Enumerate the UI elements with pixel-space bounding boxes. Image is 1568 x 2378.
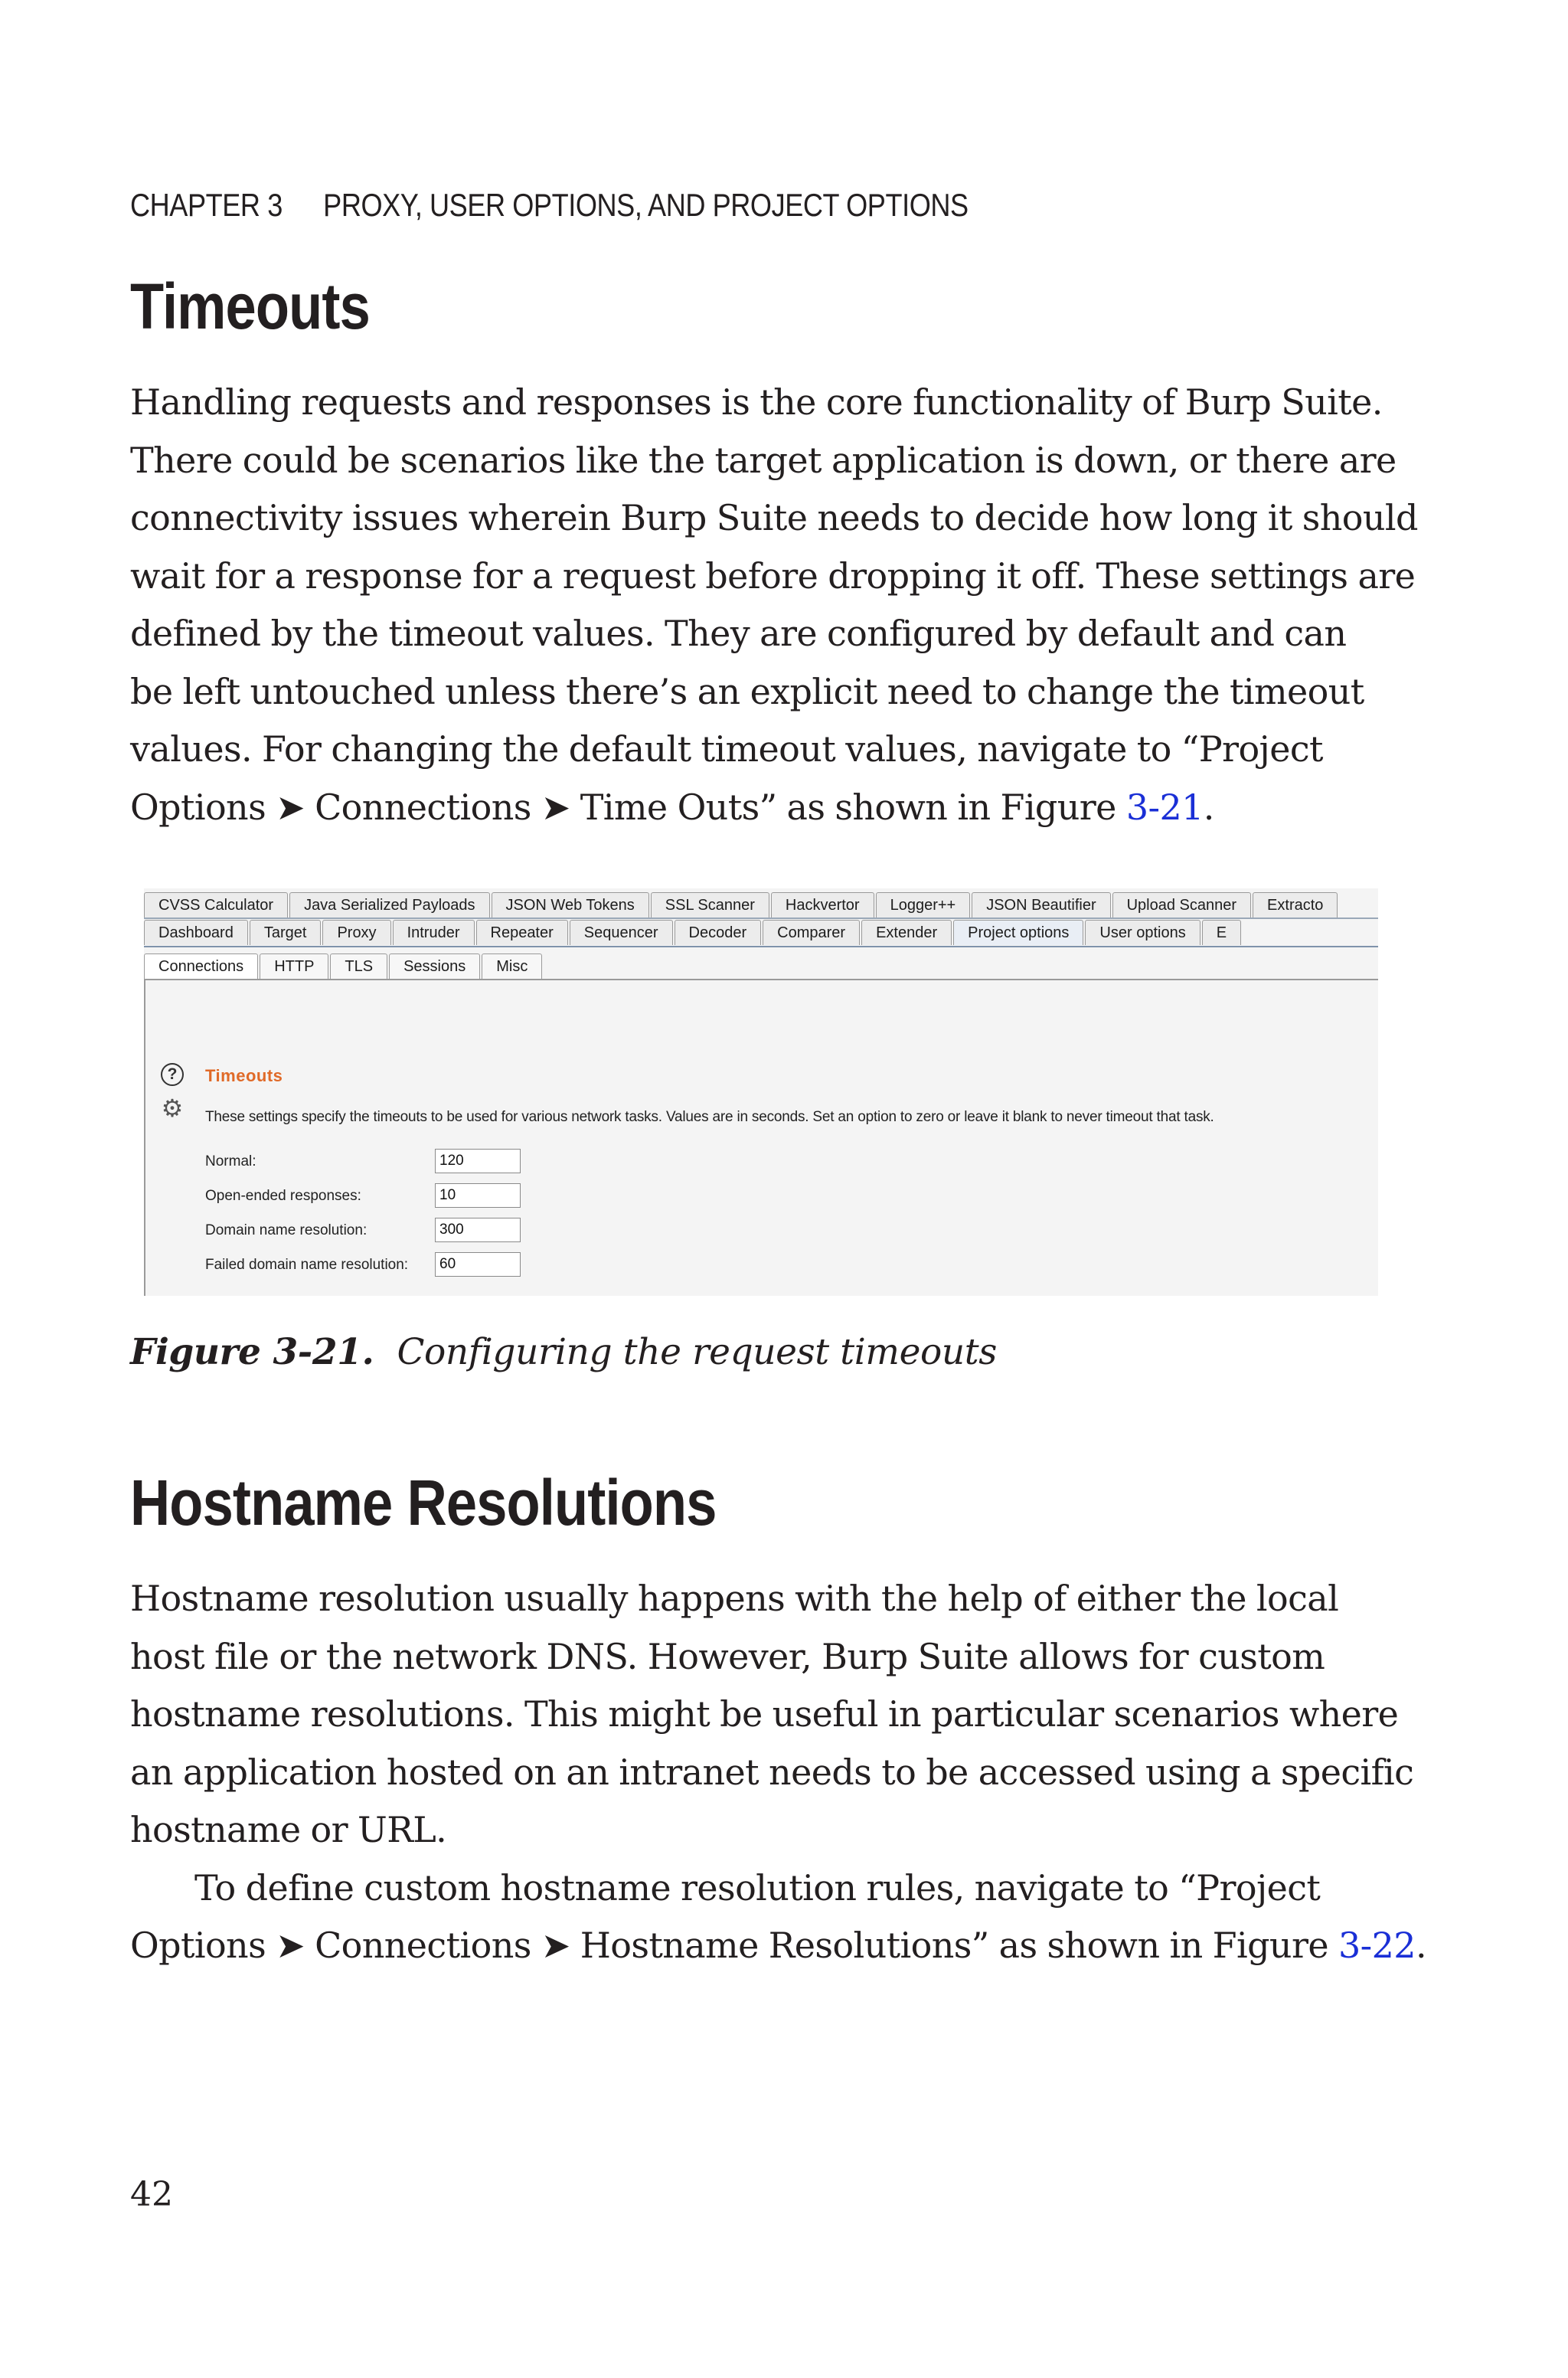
text-line: defined by the timeout values. They are configured by default and can — [130, 613, 1347, 654]
text-line: hostname or URL. — [130, 1809, 447, 1850]
normal-timeout-input[interactable] — [435, 1149, 521, 1173]
tab-dashboard[interactable]: Dashboard — [144, 920, 248, 945]
extension-tab-row — [144, 891, 1339, 918]
hostname-paragraph — [130, 1570, 1426, 1975]
panel-frame — [144, 979, 145, 1296]
text-line: There could be scenarios like the target application is down, or there are — [130, 439, 1396, 481]
text-line: Hostname resolution usually happens with the help of either the local — [130, 1578, 1339, 1619]
figure-link-3-21[interactable]: 3-21 — [1125, 786, 1204, 828]
tab-sequencer[interactable]: Sequencer — [570, 920, 673, 945]
burp-suite-screenshot — [144, 888, 1378, 1296]
text-fragment: . — [1203, 786, 1214, 828]
text-line-with-link — [130, 1917, 1426, 1975]
sub-tab-row — [144, 953, 544, 979]
timeouts-section-title: Timeouts — [205, 1066, 283, 1085]
field-label: Open-ended responses: — [205, 1188, 361, 1204]
tab-java-serialized-payloads[interactable]: Java Serialized Payloads — [289, 892, 489, 918]
tab-e[interactable]: E — [1202, 920, 1241, 945]
main-tab-row — [144, 919, 1243, 945]
tab-repeater[interactable]: Repeater — [476, 920, 568, 945]
field-label: Normal: — [205, 1153, 256, 1169]
text-line: values. For changing the default timeout values, navigate to “Project — [130, 728, 1323, 770]
text-line-with-link — [130, 779, 1386, 837]
tab-comparer[interactable]: Comparer — [763, 920, 860, 945]
timeouts-paragraph — [130, 374, 1418, 836]
tab-proxy[interactable]: Proxy — [322, 920, 390, 945]
running-head — [130, 187, 969, 224]
text-line: an application hosted on an intranet needs to be accessed using a specific — [130, 1751, 1414, 1793]
tab-upload-scanner[interactable]: Upload Scanner — [1112, 892, 1251, 918]
text-fragment: Options ➤ Connections ➤ Time Outs” as shown in Figure — [130, 786, 1126, 828]
timeouts-description: These settings specify the timeouts to be used for various network tasks. Values are in seconds. Set an option to zero or leave it blank to never timeout that task. — [205, 1109, 1214, 1125]
text-fragment: Options ➤ Connections ➤ Hostname Resolutions” as shown in Figure — [130, 1925, 1338, 1966]
field-label: Failed domain name resolution: — [205, 1257, 409, 1273]
text-line-indented: To define custom hostname resolution rules, navigate to “Project — [194, 1866, 1321, 1909]
tab-extractor[interactable]: Extracto — [1253, 892, 1338, 918]
figure-number: Figure 3-21. — [130, 1331, 374, 1373]
figure-caption-text: Configuring the request timeouts — [397, 1331, 997, 1373]
tab-intruder[interactable]: Intruder — [393, 920, 475, 945]
domain-name-resolution-input[interactable] — [435, 1218, 521, 1242]
tab-hackvertor[interactable]: Hackvertor — [771, 892, 874, 918]
tab-misc[interactable]: Misc — [482, 953, 542, 979]
tab-user-options[interactable]: User options — [1085, 920, 1200, 945]
chapter-label: CHAPTER 3 — [130, 187, 283, 223]
figure-link-3-22[interactable]: 3-22 — [1338, 1925, 1416, 1966]
tab-ssl-scanner[interactable]: SSL Scanner — [651, 892, 769, 918]
page-number: 42 — [130, 2175, 173, 2214]
tab-divider — [144, 979, 1378, 980]
figure-caption — [130, 1331, 997, 1373]
text-line: host file or the network DNS. However, Burp Suite allows for custom — [130, 1635, 1325, 1677]
text-line: connectivity issues wherein Burp Suite needs to decide how long it should — [130, 497, 1418, 538]
text-line: be left untouched unless there’s an explicit need to change the timeout — [130, 670, 1364, 712]
text-line: hostname resolutions. This might be useful in particular scenarios where — [130, 1693, 1399, 1735]
text-line: wait for a response for a request before dropping it off. These settings are — [130, 554, 1416, 597]
text-line: Handling requests and responses is the core functionality of Burp Suite. — [130, 381, 1383, 423]
tab-divider — [144, 946, 1378, 947]
section-heading-hostname-resolutions: Hostname Resolutions — [130, 1467, 717, 1539]
chapter-title: PROXY, USER OPTIONS, AND PROJECT OPTIONS — [323, 187, 969, 223]
gear-icon[interactable]: ⚙ — [161, 1094, 184, 1122]
section-heading-timeouts: Timeouts — [130, 270, 370, 342]
tab-logger[interactable]: Logger++ — [876, 892, 971, 918]
text-fragment: . — [1415, 1925, 1426, 1966]
tab-json-beautifier[interactable]: JSON Beautifier — [972, 892, 1110, 918]
failed-domain-name-resolution-input[interactable] — [435, 1252, 521, 1277]
question-circle-icon[interactable]: ? — [161, 1063, 184, 1086]
tab-project-options[interactable]: Project options — [953, 920, 1083, 945]
open-ended-responses-input[interactable] — [435, 1183, 521, 1208]
tab-cvss-calculator[interactable]: CVSS Calculator — [144, 892, 288, 918]
tab-sessions[interactable]: Sessions — [389, 953, 480, 979]
tab-json-web-tokens[interactable]: JSON Web Tokens — [492, 892, 649, 918]
tab-decoder[interactable]: Decoder — [675, 920, 762, 945]
tab-tls[interactable]: TLS — [330, 953, 387, 979]
tab-connections[interactable]: Connections — [144, 953, 258, 979]
field-label: Domain name resolution: — [205, 1222, 368, 1238]
tab-http[interactable]: HTTP — [260, 953, 328, 979]
tab-target[interactable]: Target — [250, 920, 322, 945]
tab-extender[interactable]: Extender — [861, 920, 952, 945]
